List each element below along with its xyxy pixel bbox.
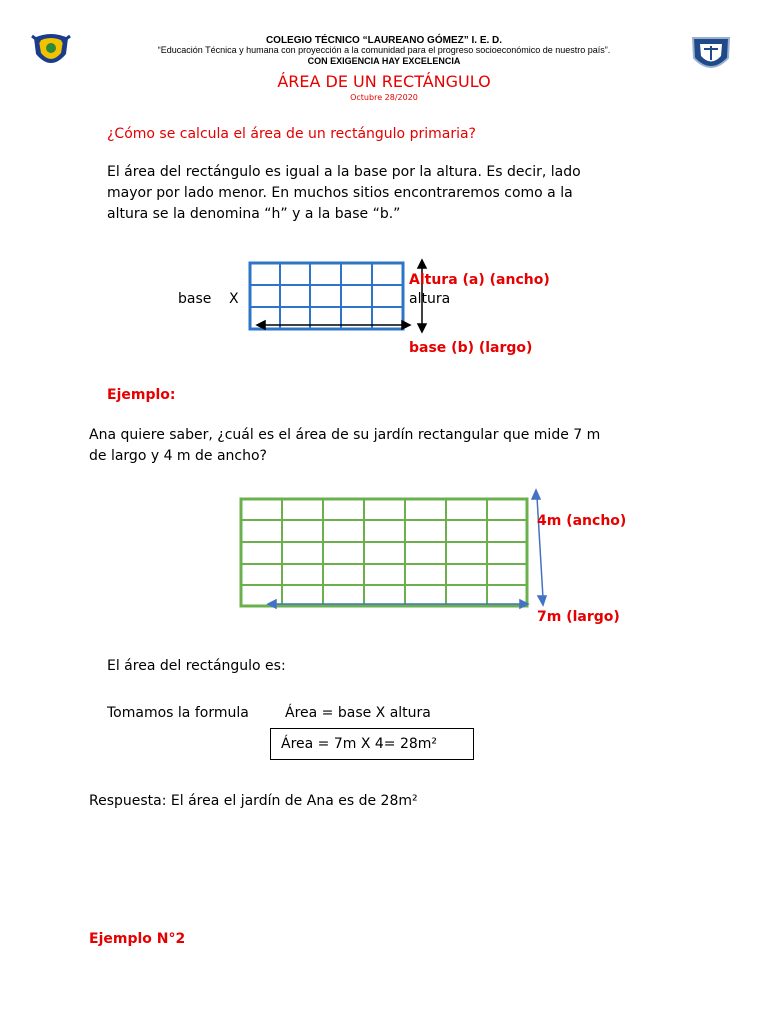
- school-slogan: CON EXIGENCIA HAY EXCELENCIA: [307, 56, 461, 66]
- explanation-line-1: El área del rectángulo es igual a la base por la altura. Es decir, lado: [107, 164, 581, 180]
- diagram1-times-label: X: [229, 291, 239, 307]
- example-heading: Ejemplo:: [107, 387, 176, 403]
- school-name: COLEGIO TÉCNICO “LAUREANO GÓMEZ” I. E. D.: [265, 35, 503, 46]
- diagram2-height-label: 4m (ancho): [537, 513, 627, 529]
- area-intro: El área del rectángulo es:: [107, 658, 286, 674]
- explanation-line-3: altura se la denomina “h” y a la base “b.”: [107, 206, 401, 222]
- school-motto: “Educación Técnica y humana con proyección a la comunidad para el progreso socioeconómico de nuestro país”.: [157, 45, 611, 55]
- problem-line-1: Ana quiere saber, ¿cuál es el área de su jardín rectangular que mide 7 m: [89, 427, 601, 443]
- diagram2-length-label: 7m (largo): [537, 609, 620, 625]
- problem-line-2: de largo y 4 m de ancho?: [89, 448, 267, 464]
- diagram1-base-label: base: [178, 291, 212, 307]
- diagram1-altura-label: altura: [409, 291, 451, 307]
- answer: Respuesta: El área el jardín de Ana es de 28m²: [89, 793, 418, 809]
- diagram2-garden-grid: [236, 488, 551, 612]
- question: ¿Cómo se calcula el área de un rectángulo primaria?: [107, 126, 476, 142]
- formula-intro: Tomamos la formula: [107, 705, 249, 721]
- diagram1-base-length-label: base (b) (largo): [409, 340, 533, 356]
- example2-heading: Ejemplo N°2: [89, 931, 186, 947]
- formula: Área = base X altura: [285, 705, 431, 721]
- explanation-line-2: mayor por lado menor. En muchos sitios encontraremos como a la: [107, 185, 573, 201]
- page-title: ÁREA DE UN RECTÁNGULO: [277, 72, 491, 91]
- diagram1-height-label: Altura (a) (ancho): [409, 272, 550, 288]
- diagram1-rectangle-grid: [245, 258, 435, 338]
- formula-result-box: Área = 7m X 4= 28m²: [270, 728, 474, 760]
- date: Octubre 28/2020: [350, 93, 418, 102]
